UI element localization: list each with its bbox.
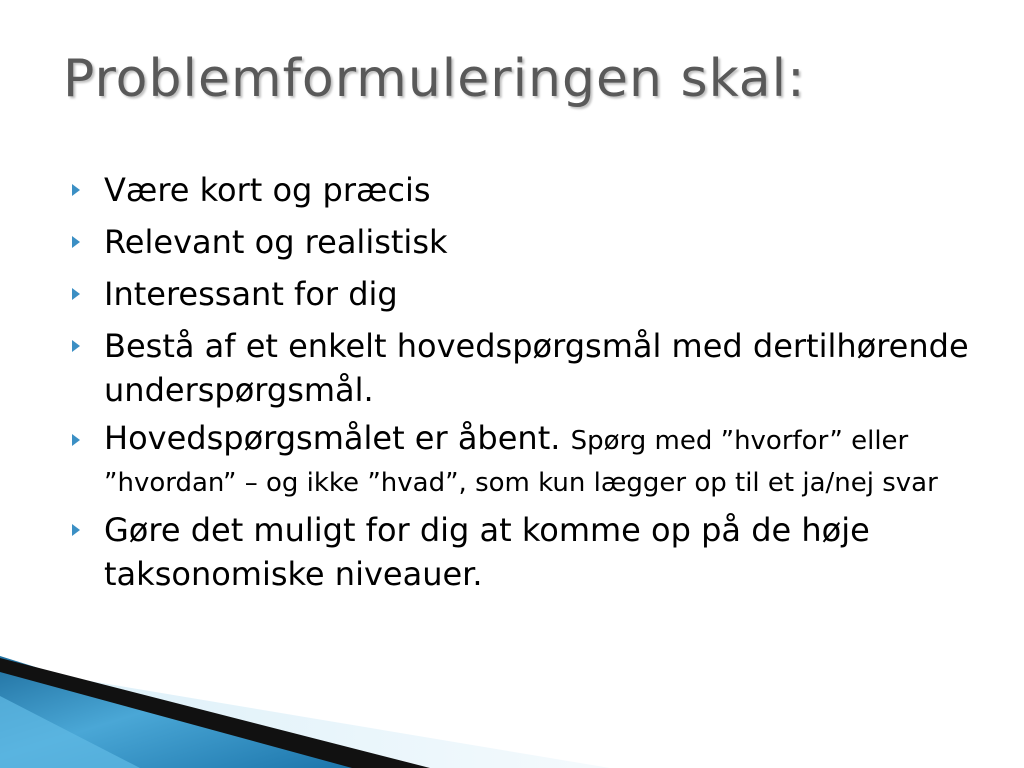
bullet-item: [72, 508, 972, 596]
bullet-list: [72, 168, 972, 602]
bullet-item: [72, 220, 972, 264]
bullet-text: Bestå af et enkelt hovedspørgsmål med dertilhørende underspørgsmål.: [104, 327, 969, 409]
bullet-text: Være kort og præcis: [104, 171, 431, 209]
bullet-item: [72, 418, 972, 502]
slide-corner-decoration: [0, 638, 1024, 768]
slide-title: Problemformuleringen skal:: [63, 49, 806, 109]
bullet-marker-icon: [72, 184, 80, 196]
bullet-item: [72, 324, 972, 412]
bullet-marker-icon: [72, 236, 80, 248]
bullet-text: Interessant for dig: [104, 275, 398, 313]
bullet-text: Hovedspørgsmålet er åbent.: [104, 419, 561, 457]
bullet-marker-icon: [72, 288, 80, 300]
bullet-text: Gøre det muligt for dig at komme op på de høje taksonomiske niveauer.: [104, 511, 870, 593]
bullet-item: [72, 168, 972, 212]
bullet-marker-icon: [72, 434, 80, 446]
bullet-text: Relevant og realistisk: [104, 223, 448, 261]
bullet-marker-icon: [72, 524, 80, 536]
bullet-small-text: Spørg med ”hvorfor” eller ”hvordan” – og ikke ”hvad”, som kun lægger op til et ja/nej svar: [104, 426, 938, 498]
bullet-marker-icon: [72, 340, 80, 352]
bullet-item: [72, 272, 972, 316]
